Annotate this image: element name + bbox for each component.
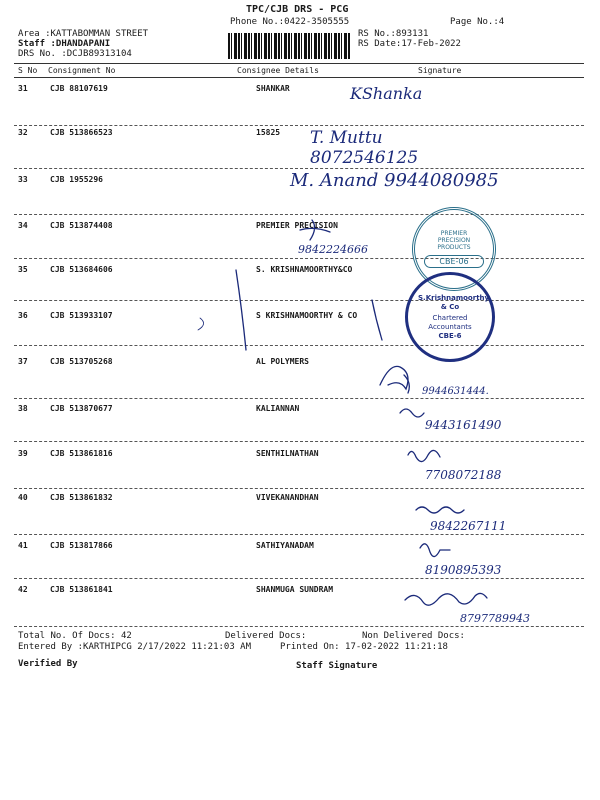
page-number: Page No.:4 [450,17,505,27]
row-sno: 37 [18,357,28,366]
row-signature: 8190895393 [425,563,502,577]
column-header-sno: S No [18,66,38,75]
stamp-center-text: CBE-06 [424,255,484,268]
drs-number: DRS No. :DCJB89313104 [18,49,132,59]
stamp-bottom-text: CBE-6 [438,331,462,340]
row-consignment: CJB 513874408 [50,221,113,230]
row-signature: 9944631444. [422,386,489,397]
row-consignee: SATHIYANADAM [256,541,314,550]
row-consignee: S KRISHNAMOORTHY & CO [256,311,358,320]
row-signature: T. Muttu 8072546125 [310,128,419,168]
row-sno: 33 [18,175,28,184]
row-consignment: CJB 513684606 [50,265,113,274]
stamp-ring-text: PREMIER PRECISION PRODUCTS [437,230,471,251]
row-consignee: 15825 [256,128,281,137]
row-consignee: SHANMUGA SUNDRAM [256,585,334,594]
row-consignee: VIVEKANANDHAN [256,493,319,502]
row-sno: 38 [18,404,28,413]
row-signature: 7708072188 [425,468,502,482]
row-signature: 9842224666 [298,243,368,256]
row-signature: KShanka [350,84,423,103]
column-header-signature: Signature [418,66,462,75]
row-consignee: S. KRISHNAMOORTHY&CO [256,265,353,274]
row-signature: 9842267111 [430,519,507,533]
rs-number: RS No.:893131 [358,29,429,39]
printed-on: Printed On: 17-02-2022 11:21:18 [280,642,448,652]
row-consignment: CJB 88107619 [50,84,108,93]
row-consignment: CJB 513861841 [50,585,113,594]
row-consignee: AL POLYMERS [256,357,309,366]
row-consignment: CJB 513817866 [50,541,113,550]
non-delivered-docs: Non Delivered Docs: [362,631,465,641]
rs-date: RS Date:17-Feb-2022 [358,39,461,49]
row-sno: 41 [18,541,28,550]
row-signature: 9443161490 [425,418,502,432]
row-consignee: SHANKAR [256,84,290,93]
verified-by: Verified By [18,659,78,669]
row-consignment: CJB 513861832 [50,493,113,502]
area-field: Area :KATTABOMMAN STREET [18,29,149,39]
row-consignee: SENTHILNATHAN [256,449,319,458]
row-consignee: KALIANNAN [256,404,300,413]
column-header-consignee: Consignee Details [237,66,319,75]
row-consignment: CJB 513933107 [50,311,113,320]
row-sno: 34 [18,221,28,230]
row-sno: 31 [18,84,28,93]
stamp-center-text-1: Chartered [432,313,468,322]
delivered-docs: Delivered Docs: [225,631,307,641]
row-signature: 8797789943 [460,612,530,625]
total-docs: Total No. Of Docs: 42 [18,631,132,641]
staff-field: Staff :DHANDAPANI [18,39,111,49]
row-consignment: CJB 513861816 [50,449,113,458]
row-sno: 32 [18,128,28,137]
stamp-center-text-2: Accountants [428,322,472,331]
row-consignment: CJB 1955296 [50,175,103,184]
row-signature: M. Anand 9944080985 [290,170,499,191]
row-sno: 40 [18,493,28,502]
row-sno: 35 [18,265,28,274]
row-sno: 42 [18,585,28,594]
row-consignment: CJB 513866523 [50,128,113,137]
entered-by: Entered By :KARTHIPCG 2/17/2022 11:21:03 AM [18,642,251,652]
stamp-ring-text: S.Krishnamoorthy & Co [418,293,490,311]
krishnamoorthy-stamp [405,272,495,362]
row-consignment: CJB 513705268 [50,357,113,366]
phone-number: Phone No.:0422-3505555 [230,17,350,27]
row-sno: 36 [18,311,28,320]
staff-signature: Staff Signature [296,661,378,671]
column-header-consignment: Consignment No [48,66,116,75]
row-sno: 39 [18,449,28,458]
document-title: TPC/CJB DRS - PCG [246,4,349,15]
row-consignee: PREMIER PRECISION [256,221,338,230]
row-consignment: CJB 513870677 [50,404,113,413]
